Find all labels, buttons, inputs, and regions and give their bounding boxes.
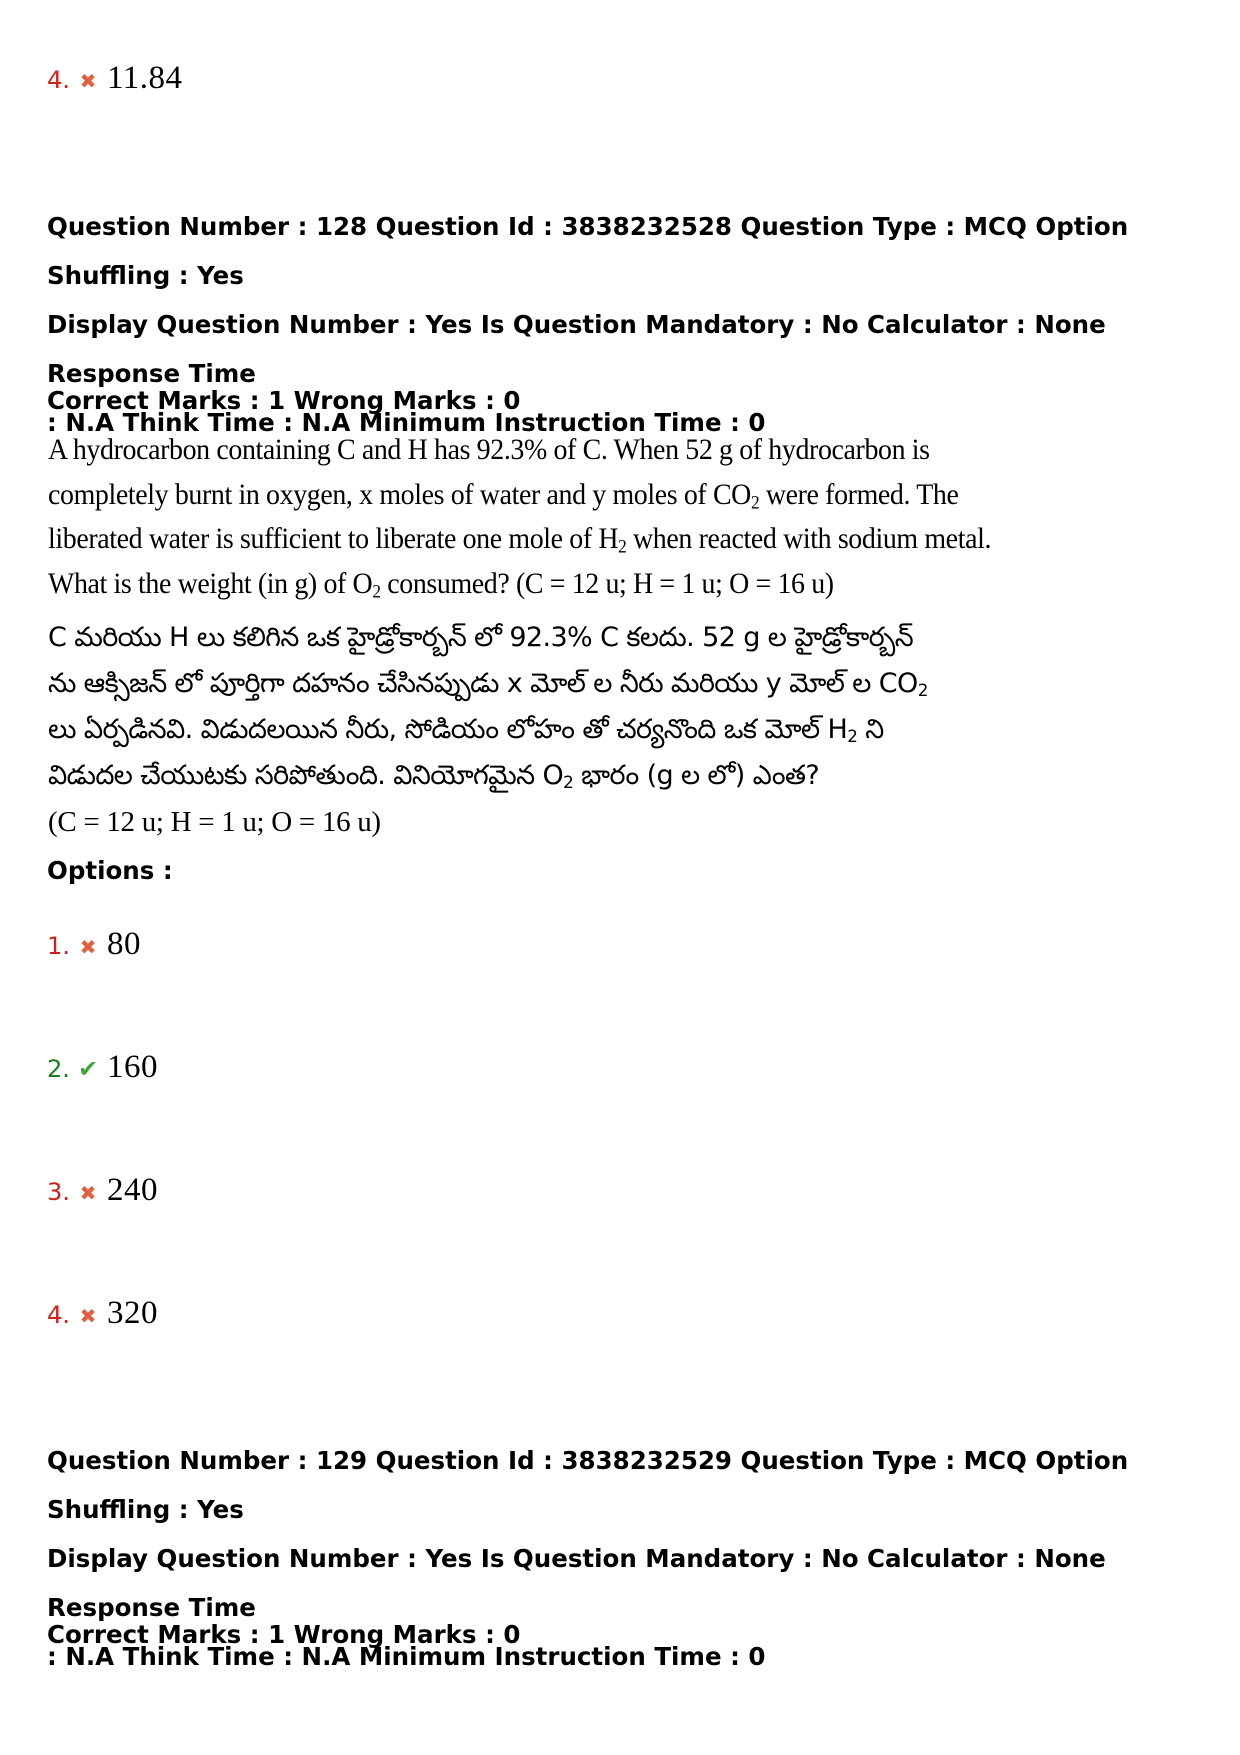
option-1 [47, 926, 141, 963]
option-number: 4. [47, 1301, 70, 1329]
meta-line: Display Question Number : Yes Is Question Mandatory : No Calculator : None Response Time [47, 310, 1106, 388]
question-line: completely burnt in oxygen, x moles of water and y moles of $CO_2$ were formed. The [48, 477, 959, 514]
question-line: ను ఆక్సిజన్ లో పూర్తిగా దహనం చేసినప్పుడు x మోల్ ల నీరు మరియు y మోల్ ల $CO_2$ [48, 668, 928, 701]
question-line: C మరియు H లు కలిగిన ఒక హైడ్రోకార్బన్ లో 92.3% C కలదు. 52 g ల హైడ్రోకార్బన్ [48, 622, 914, 653]
option-value: 320 [107, 1295, 158, 1331]
question-line: విడుదల చేయుటకు సరిపోతుంది. వినియోగమైన $O_2$ భారం (g ల లో) ఎంత? [48, 760, 820, 793]
option-number: 4. [47, 66, 70, 94]
option-2 [47, 1049, 158, 1086]
option-value: 240 [107, 1172, 158, 1208]
meta-line: Display Question Number : Yes Is Question Mandatory : No Calculator : None Response Time [47, 1544, 1106, 1622]
question-129-marks: Correct Marks : 1 Wrong Marks : 0 [47, 1620, 521, 1649]
meta-line: : N.A Think Time : N.A Minimum Instruction Time : 0 [47, 408, 766, 437]
meta-line: Question Number : 129 Question Id : 3838232529 Question Type : MCQ Option Shuffling : Yes [47, 1446, 1129, 1524]
cross-icon: ✖ [79, 1181, 97, 1205]
question-128-marks: Correct Marks : 1 Wrong Marks : 0 [47, 386, 521, 415]
cross-icon: ✖ [79, 1304, 97, 1328]
question-128-text-telugu [48, 615, 948, 845]
meta-line: : N.A Think Time : N.A Minimum Instruction Time : 0 [47, 1642, 766, 1671]
option-value: 80 [107, 926, 141, 962]
option-value: 11.84 [107, 60, 183, 96]
option-number: 1. [47, 932, 70, 960]
option-number: 2. [47, 1055, 70, 1083]
options-label: Options : [47, 856, 173, 885]
prev-option-4 [47, 60, 183, 97]
question-128-text-english [48, 428, 992, 606]
question-line: (C = 12 u; H = 1 u; O = 16 u) [48, 806, 381, 838]
question-line: లు ఏర్పడినవి. విడుదలయిన నీరు, సోడియం లోహం తో చర్యనొంది ఒక మోల్ $H_2$ ని [48, 714, 884, 747]
question-line: liberated water is sufficient to liberate one mole of $H_2$ when reacted with sodium metal. [48, 522, 992, 558]
meta-line: Question Number : 128 Question Id : 3838232528 Question Type : MCQ Option Shuffling : Yes [47, 212, 1129, 290]
option-3 [47, 1172, 158, 1209]
cross-icon: ✖ [79, 935, 97, 959]
question-line: What is the weight (in g) of $O_2$ consumed? (C = 12 u; H = 1 u; O = 16 u) [48, 566, 834, 603]
cross-icon: ✖ [79, 69, 97, 93]
check-icon: ✔ [77, 1055, 99, 1083]
option-value: 160 [107, 1049, 158, 1085]
option-number: 3. [47, 1178, 70, 1206]
question-line: A hydrocarbon containing C and H has 92.3% of C. When 52 g of hydrocarbon is [48, 433, 930, 466]
option-4 [47, 1295, 158, 1332]
